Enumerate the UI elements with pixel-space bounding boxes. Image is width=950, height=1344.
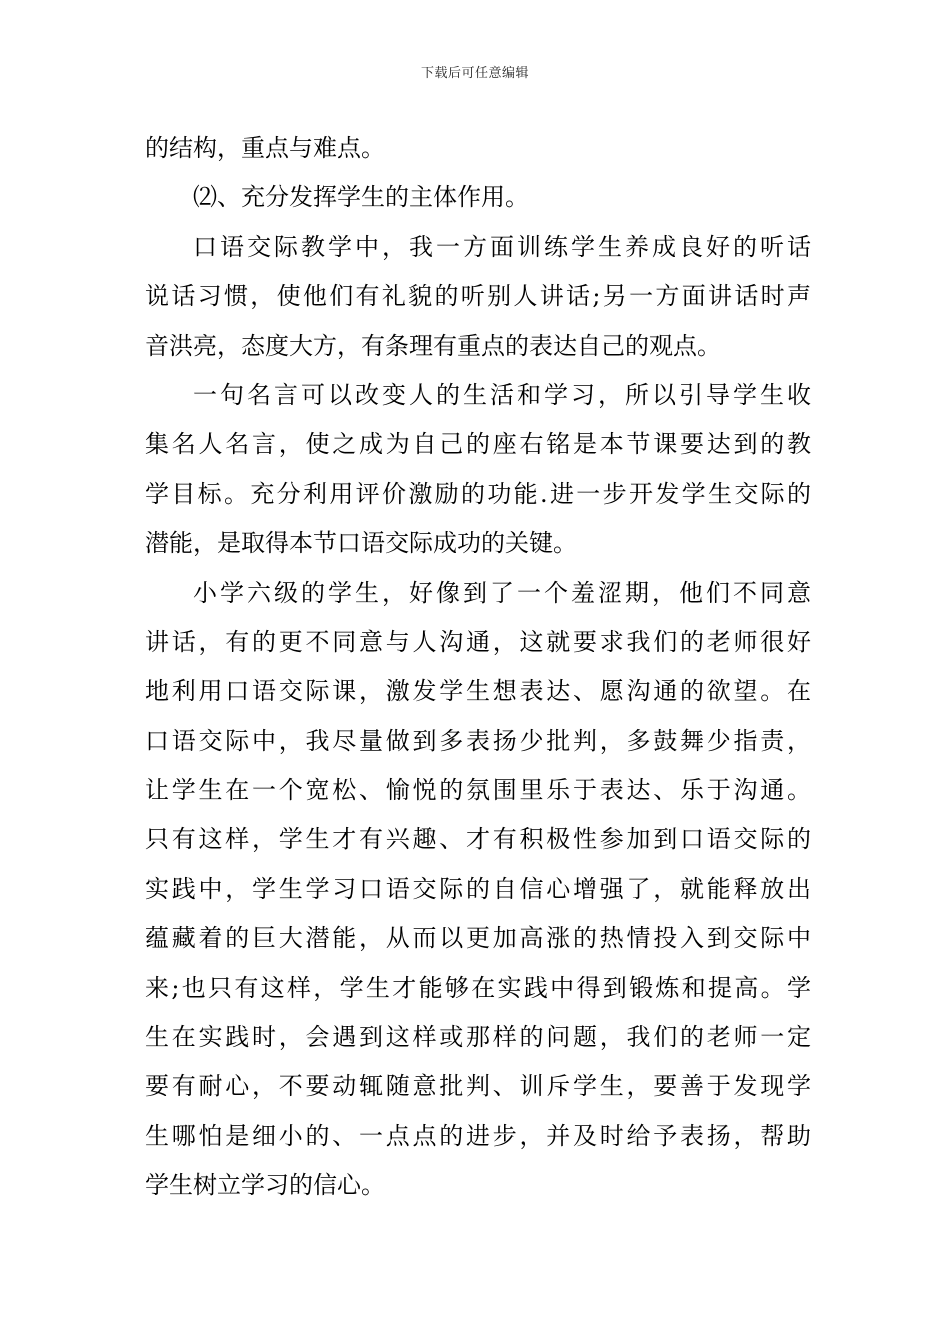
text-line: 的结构，重点与难点。 [145, 134, 385, 162]
text-line: 实践中，学生学习口语交际的自信心增强了，就能释放出 [145, 874, 811, 903]
text-line: 一句名言可以改变人的生活和学习，所以引导学生收 [193, 380, 811, 409]
text-line: 讲话，有的更不同意与人沟通，这就要求我们的老师很好 [145, 627, 811, 656]
text-line: ⑵、充分发挥学生的主体作用。 [193, 183, 529, 212]
document-body [145, 124, 811, 1211]
text-line: 地利用口语交际课，激发学生想表达、愿沟通的欲望。在 [145, 677, 811, 706]
text-line: 小学六级的学生，好像到了一个羞涩期，他们不同意 [193, 578, 811, 607]
text-line: 要有耐心，不要动辄随意批判、训斥学生，要善于发现学 [145, 1072, 811, 1101]
text-line: 来;也只有这样，学生才能够在实践中得到锻炼和提高。学 [145, 973, 811, 1002]
text-line: 学生树立学习的信心。 [145, 1171, 385, 1200]
text-line: 集名人名言，使之成为自己的座右铭是本节课要达到的教 [145, 430, 811, 459]
text-line: 生哪怕是细小的、一点点的进步，并及时给予表扬，帮助 [145, 1121, 811, 1150]
text-line: 让学生在一个宽松、愉悦的氛围里乐于表达、乐于沟通。 [145, 776, 811, 805]
text-line: 生在实践时，会遇到这样或那样的问题，我们的老师一定 [145, 1023, 811, 1052]
text-line: 只有这样，学生才有兴趣、才有积极性参加到口语交际的 [145, 825, 811, 854]
text-line: 音洪亮，态度大方，有条理有重点的表达自己的观点。 [145, 331, 721, 360]
text-line: 蕴藏着的巨大潜能，从而以更加高涨的热情投入到交际中 [145, 924, 811, 953]
text-line: 口语交际教学中，我一方面训练学生养成良好的听话 [193, 232, 811, 261]
text-line: 学目标。充分利用评价激励的功能.进一步开发学生交际的 [145, 479, 811, 508]
text-line: 口语交际中，我尽量做到多表扬少批判，多鼓舞少指责， [145, 726, 811, 755]
page-header: 下载后可任意编辑 [420, 66, 529, 81]
text-line: 说话习惯，使他们有礼貌的听别人讲话;另一方面讲话时声 [145, 282, 811, 311]
text-line: 潜能，是取得本节口语交际成功的关键。 [145, 529, 577, 558]
